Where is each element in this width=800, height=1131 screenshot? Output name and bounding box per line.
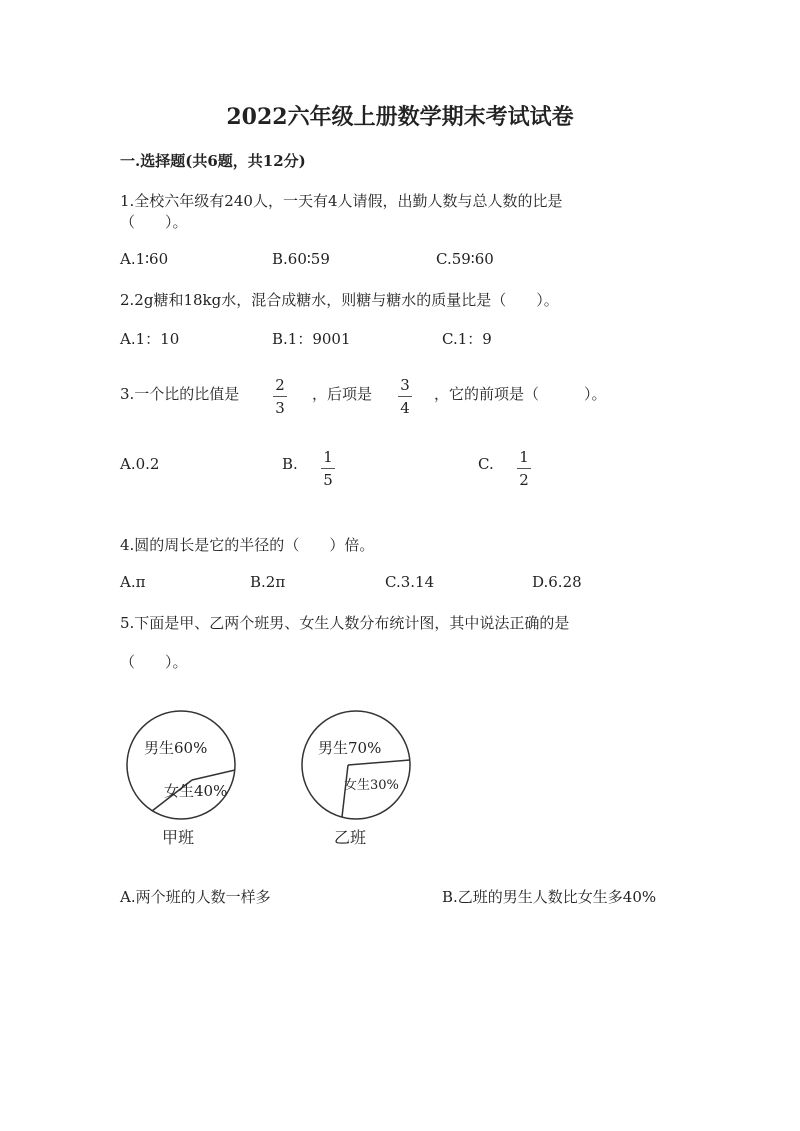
- fraction-denominator: 5: [323, 471, 333, 489]
- q2-option-a: A.1：10: [120, 330, 180, 348]
- question-3-part3: ，它的前项是（ ）。: [434, 385, 607, 403]
- q3-option-a: A.0.2: [120, 455, 160, 473]
- q3-option-c-fraction: [514, 448, 534, 489]
- fraction-denominator: 2: [519, 471, 529, 489]
- fraction-numerator: 1: [519, 448, 529, 466]
- pie-jia-boy-label: 男生60%: [144, 739, 208, 757]
- q4-option-c: C.3.14: [385, 573, 435, 591]
- q4-option-d: D.6.28: [532, 573, 582, 591]
- question-5-line1: 5.下面是甲、乙两个班男、女生人数分布统计图，其中说法正确的是: [120, 614, 570, 632]
- q5-option-a: A.两个班的人数一样多: [120, 888, 271, 906]
- fraction-numerator: 2: [275, 376, 285, 394]
- q4-option-b: B.2π: [250, 573, 286, 591]
- pie-yi-girl-label: 女生30%: [344, 778, 399, 793]
- q1-option-b: B.60∶59: [272, 250, 330, 268]
- page-title: 2022六年级上册数学期末考试试卷: [226, 104, 574, 130]
- q4-option-a: A.π: [120, 573, 146, 591]
- pie-yi-boy-label: 男生70%: [318, 739, 382, 757]
- pie-chart-class-yi: [298, 710, 423, 860]
- fraction-denominator: 3: [275, 399, 285, 417]
- fraction-bar: [398, 396, 412, 397]
- pie-chart-class-jia: [122, 710, 242, 860]
- pie-jia-divider-2: [192, 770, 235, 780]
- question-2: 2.2g糖和18kg水，混合成糖水，则糖与糖水的质量比是（ ）。: [120, 291, 559, 309]
- q2-option-c: C.1：9: [442, 330, 492, 348]
- fraction-bar: [273, 396, 287, 397]
- q2-option-b: B.1：9001: [272, 330, 351, 348]
- question-1-line2: （ ）。: [120, 213, 188, 231]
- fraction-numerator: 3: [400, 376, 410, 394]
- pie-jia-circle: [127, 711, 235, 819]
- question-5-line2: （ ）。: [120, 653, 188, 671]
- q3-option-b-fraction: [318, 448, 338, 489]
- pie-chart-jia-graphic: [122, 710, 242, 820]
- q3-option-c-label: C.: [478, 455, 494, 473]
- pie-yi-class-name: 乙班: [334, 828, 367, 847]
- question-1-line1: 1.全校六年级有240人，一天有4人请假，出勤人数与总人数的比是: [120, 192, 563, 210]
- q1-option-a: A.1∶60: [120, 250, 169, 268]
- q5-option-b: B.乙班的男生人数比女生多40%: [442, 888, 657, 906]
- fraction-bar: [517, 468, 531, 469]
- fraction-denominator: 4: [400, 399, 410, 417]
- question-3-part2: ，后项是: [312, 385, 373, 403]
- question-4: 4.圆的周长是它的半径的（ ）倍。: [120, 536, 375, 554]
- pie-yi-divider-2: [348, 760, 410, 765]
- q1-option-c: C.59∶60: [436, 250, 494, 268]
- fraction-bar: [321, 468, 335, 469]
- pie-jia-class-name: 甲班: [162, 828, 195, 847]
- section-heading: 一.选择题(共6题，共12分): [120, 152, 306, 170]
- q3-option-b-label: B.: [282, 455, 298, 473]
- fraction-numerator: 1: [323, 448, 333, 466]
- q3-fraction-ratio: [270, 376, 290, 417]
- pie-jia-girl-label: 女生40%: [164, 782, 228, 800]
- question-3-part1: 3.一个比的比值是: [120, 385, 240, 403]
- pie-chart-yi-graphic: [298, 710, 423, 820]
- q3-fraction-consequent: [395, 376, 415, 417]
